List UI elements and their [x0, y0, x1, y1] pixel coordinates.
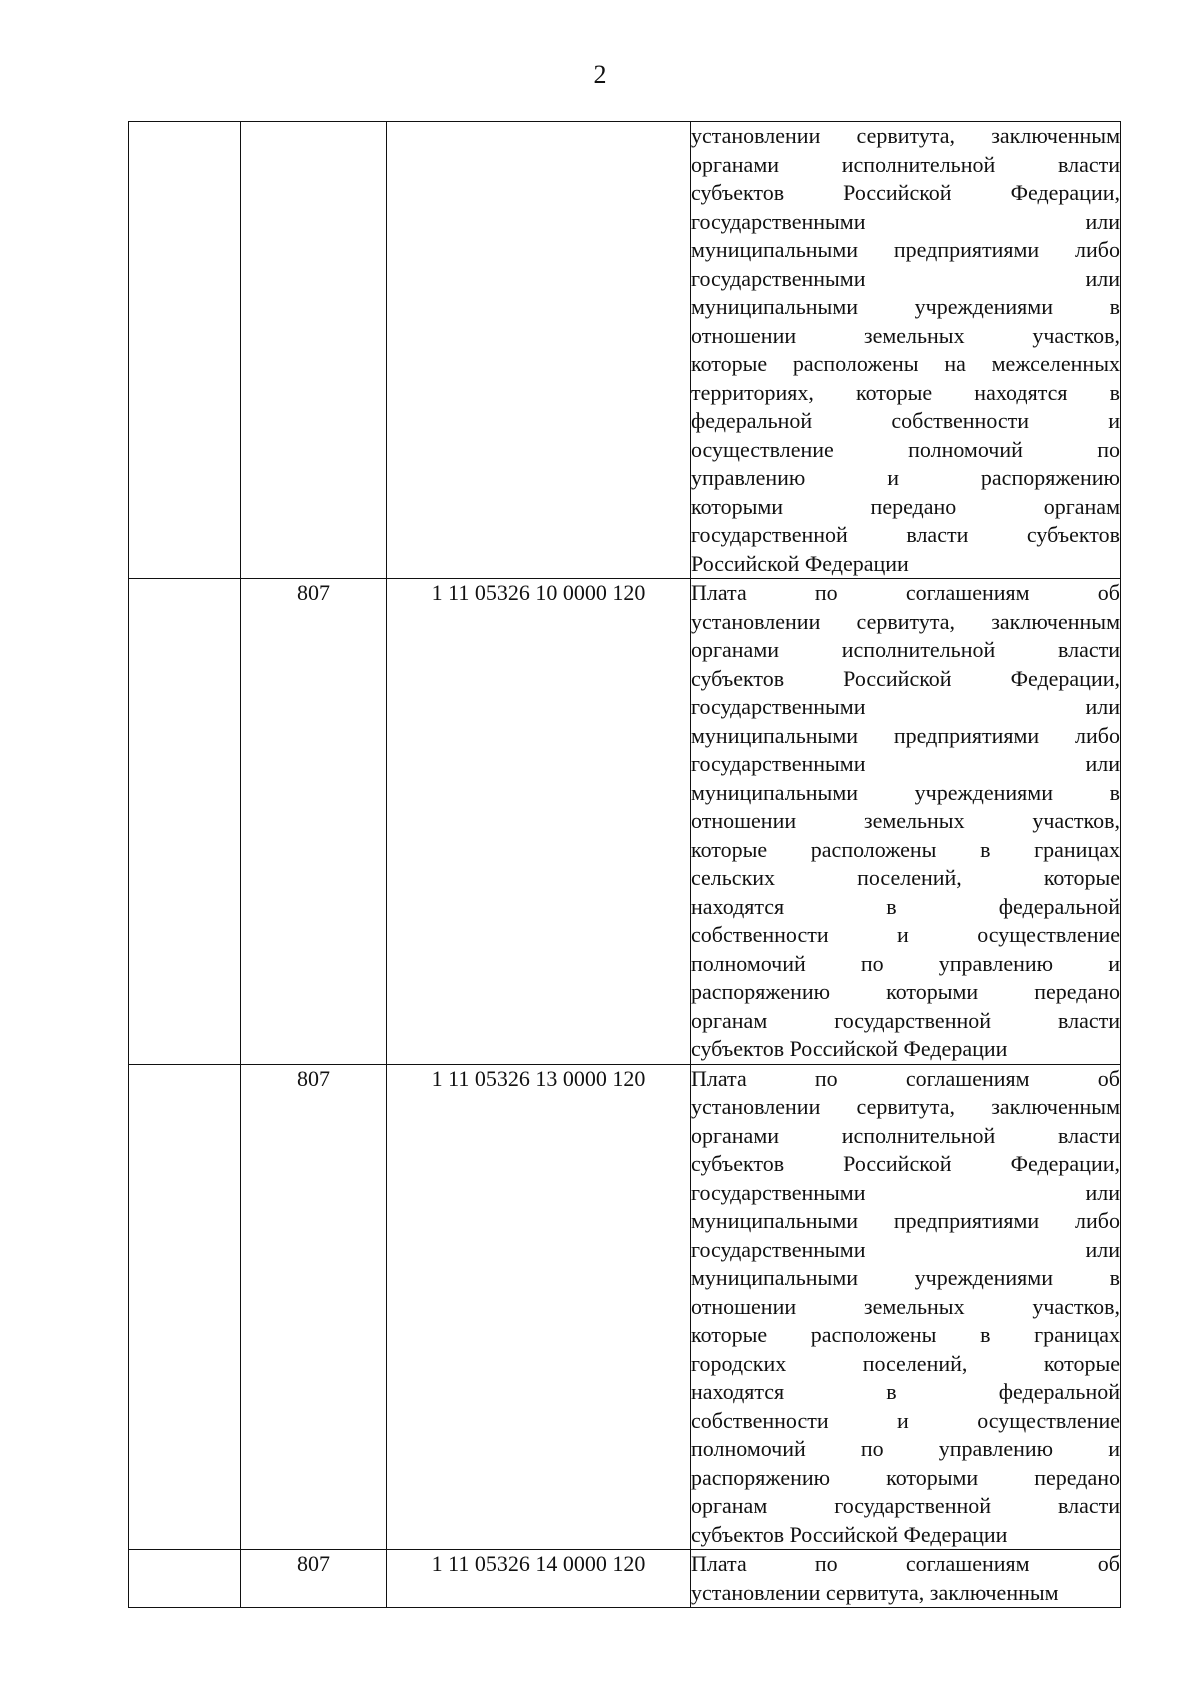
description-line: субъектов Российской Федерации — [691, 1036, 1008, 1061]
description-line: муниципальными учреждениями в — [691, 1265, 1120, 1290]
description-line: установлении сервитута, заключенным — [691, 1579, 1059, 1605]
description-line: субъектов Российской Федерации — [691, 1521, 1008, 1547]
revenue-description-cell — [691, 122, 1121, 579]
description-line: органами исполнительной власти — [691, 1122, 1120, 1148]
description-line: отношении земельных участков, — [691, 322, 1120, 348]
table-cell-empty — [129, 122, 241, 579]
table-cell-empty — [129, 1550, 241, 1608]
budget-classification-code-cell — [387, 122, 691, 579]
budget-classification-code-cell: 1 11 05326 10 0000 120 — [387, 579, 691, 1065]
description-line: органами исполнительной власти — [691, 151, 1120, 177]
revenue-description-text — [691, 1065, 1120, 1550]
table-row — [129, 122, 1121, 579]
description-line: субъектов Российской Федерации, — [691, 180, 1120, 205]
description-line: собственности и осуществление — [691, 1407, 1120, 1433]
table-row — [129, 1550, 1121, 1608]
description-line: отношении земельных участков, — [691, 808, 1120, 833]
description-line: городских поселений, которые — [691, 1350, 1120, 1376]
description-line: государственной власти субъектов — [691, 522, 1120, 547]
description-line: Плата по соглашениям об — [691, 1551, 1120, 1576]
description-line: находятся в федеральной — [691, 1379, 1120, 1404]
description-line: Плата по соглашениям об — [691, 580, 1120, 605]
description-line: собственности и осуществление — [691, 922, 1120, 947]
description-line: муниципальными предприятиями либо — [691, 237, 1120, 262]
description-line: установлении сервитута, заключенным — [691, 1094, 1120, 1119]
description-line: субъектов Российской Федерации, — [691, 1151, 1120, 1176]
table-row — [129, 1064, 1121, 1550]
table-cell-empty — [129, 579, 241, 1065]
description-line: территориях, которые находятся в — [691, 379, 1120, 405]
table-cell-empty — [129, 1064, 241, 1550]
description-line: Российской Федерации — [691, 550, 909, 576]
description-line: муниципальными учреждениями в — [691, 779, 1120, 805]
description-line: находятся в федеральной — [691, 893, 1120, 919]
description-line: которыми передано органам — [691, 493, 1120, 519]
administrator-code-cell: 807 — [241, 579, 387, 1065]
description-line: государственными или — [691, 1179, 1120, 1205]
budget-classification-code-cell: 1 11 05326 13 0000 120 — [387, 1064, 691, 1550]
description-line: отношении земельных участков, — [691, 1293, 1120, 1319]
table-row — [129, 579, 1121, 1065]
description-line: государственными или — [691, 751, 1120, 776]
description-line: государственными или — [691, 265, 1120, 291]
budget-classification-code-cell: 1 11 05326 14 0000 120 — [387, 1550, 691, 1608]
page-number: 2 — [593, 60, 607, 89]
description-line: муниципальными учреждениями в — [691, 294, 1120, 319]
description-line: государственными или — [691, 1236, 1120, 1262]
revenue-description-text — [691, 579, 1120, 1064]
revenue-description-text — [691, 122, 1120, 578]
description-line: государственными или — [691, 208, 1120, 234]
description-line: которые расположены в границах — [691, 1322, 1120, 1347]
description-line: органам государственной власти — [691, 1007, 1120, 1033]
description-line: распоряжению которыми передано — [691, 1464, 1120, 1490]
administrator-code-cell: 807 — [241, 1064, 387, 1550]
description-line: сельских поселений, которые — [691, 865, 1120, 890]
description-line: установлении сервитута, заключенным — [691, 608, 1120, 634]
description-line: Плата по соглашениям об — [691, 1065, 1120, 1091]
administrator-code-cell — [241, 122, 387, 579]
description-line: распоряжению которыми передано — [691, 979, 1120, 1004]
description-line: установлении сервитута, заключенным — [691, 123, 1120, 148]
description-line: органам государственной власти — [691, 1493, 1120, 1518]
description-line: федеральной собственности и — [691, 408, 1120, 433]
description-line: органами исполнительной власти — [691, 637, 1120, 662]
revenue-codes-table — [128, 121, 1121, 1608]
description-line: которые расположены на межселенных — [691, 351, 1120, 376]
revenue-description-text — [691, 1550, 1120, 1607]
description-line: управлению и распоряжению — [691, 465, 1120, 490]
description-line: государственными или — [691, 694, 1120, 719]
description-line: муниципальными предприятиями либо — [691, 722, 1120, 748]
administrator-code-cell: 807 — [241, 1550, 387, 1608]
description-line: полномочий по управлению и — [691, 950, 1120, 976]
revenue-description-cell — [691, 1550, 1121, 1608]
revenue-description-cell — [691, 579, 1121, 1065]
revenue-description-cell — [691, 1064, 1121, 1550]
description-line: полномочий по управлению и — [691, 1436, 1120, 1461]
description-line: осуществление полномочий по — [691, 436, 1120, 462]
description-line: субъектов Российской Федерации, — [691, 665, 1120, 691]
description-line: муниципальными предприятиями либо — [691, 1208, 1120, 1233]
description-line: которые расположены в границах — [691, 836, 1120, 862]
